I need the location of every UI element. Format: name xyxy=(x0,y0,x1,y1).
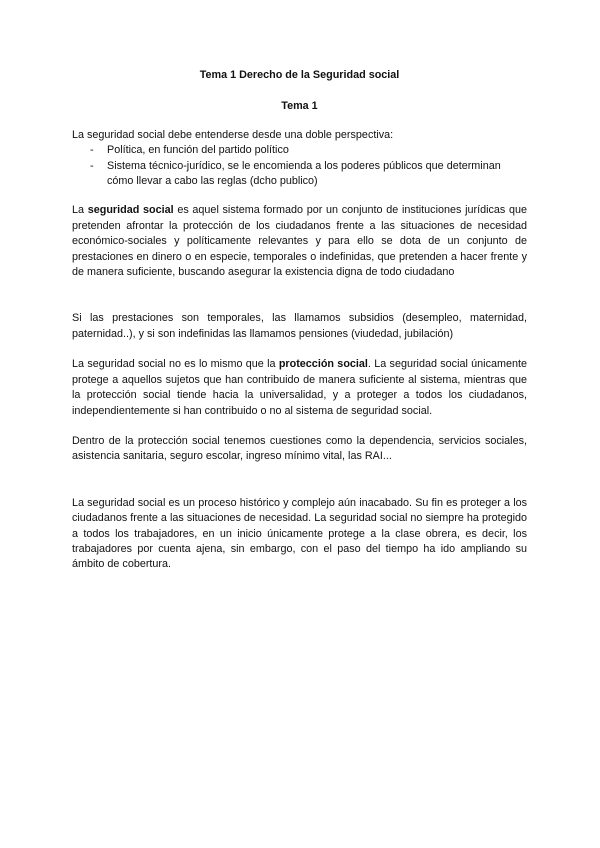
document-subtitle: Tema 1 xyxy=(281,100,318,113)
document-page xyxy=(72,68,527,573)
paragraph-text: La xyxy=(72,204,88,217)
paragraph-cuestiones: Dentro de la protección social tenemos cuestiones como la dependencia, servicios sociales, asistencia sanitaria, seguro escolar, ingreso mínimo vital, las RAI... xyxy=(72,434,527,463)
list-item xyxy=(72,159,527,190)
paragraph-prestaciones: Si las prestaciones son temporales, las llamamos subsidios (desempleo, maternidad, paternidad..), y si son indefinidas las llamamos pensiones (viudedad, jubilación) xyxy=(72,312,527,340)
perspective-list xyxy=(72,143,527,189)
paragraph-definition xyxy=(72,203,527,280)
bold-term: protección social xyxy=(278,358,368,371)
paragraph-text: . La seguridad social únicamente protege a aquellos sujetos que han contribuido de manera suficiente al sistema, mientras que la protección social tiende hacia la universalidad, y a proteger a todos los ciudadanos, independientemente si han contribuido o no al sistema de seguridad social. xyxy=(72,358,527,417)
dash-bullet: - xyxy=(90,159,94,172)
list-item xyxy=(72,143,527,158)
paragraph-text: La seguridad social no es lo mismo que la xyxy=(72,358,279,371)
paragraph-text: es aquel sistema formado por un conjunto de instituciones jurídicas que pretenden afrontar la protección de los ciudadanos frente a las situaciones de necesidad económico-sociales y políticamente relevantes y para ello se dota de un conjunto de prestaciones en dinero o en especie, temporales o indefinidas, que pretenden a hacer frente y de manera suficiente, buscando asegurar la existencia digna de todo ciudadano xyxy=(72,204,527,279)
intro-paragraph: La seguridad social debe entenderse desde una doble perspectiva: xyxy=(72,128,394,141)
dash-bullet: - xyxy=(90,144,94,157)
document-title: Tema 1 Derecho de la Seguridad social xyxy=(199,69,400,81)
paragraph-proteccion-social xyxy=(72,357,527,419)
list-item-text: Sistema técnico-jurídico, se le encomienda a los poderes públicos que determinan cómo llevar a cabo las reglas (dcho publico) xyxy=(107,159,501,188)
bold-term: seguridad social xyxy=(87,204,174,217)
paragraph-proceso-historico: La seguridad social es un proceso histórico y complejo aún inacabado. Su fin es proteger a los ciudadanos frente a las situaciones de necesidad. La seguridad social no siempre ha protegido a todos los trabajadores, en un inicio únicamente protege a la clase obrera, es decir, los trabajadores por cuenta ajena, sin embargo, con el paso del tiempo ha ido ampliando su ámbito de cobertura. xyxy=(72,496,527,571)
list-item-text: Política, en función del partido político xyxy=(107,144,289,157)
